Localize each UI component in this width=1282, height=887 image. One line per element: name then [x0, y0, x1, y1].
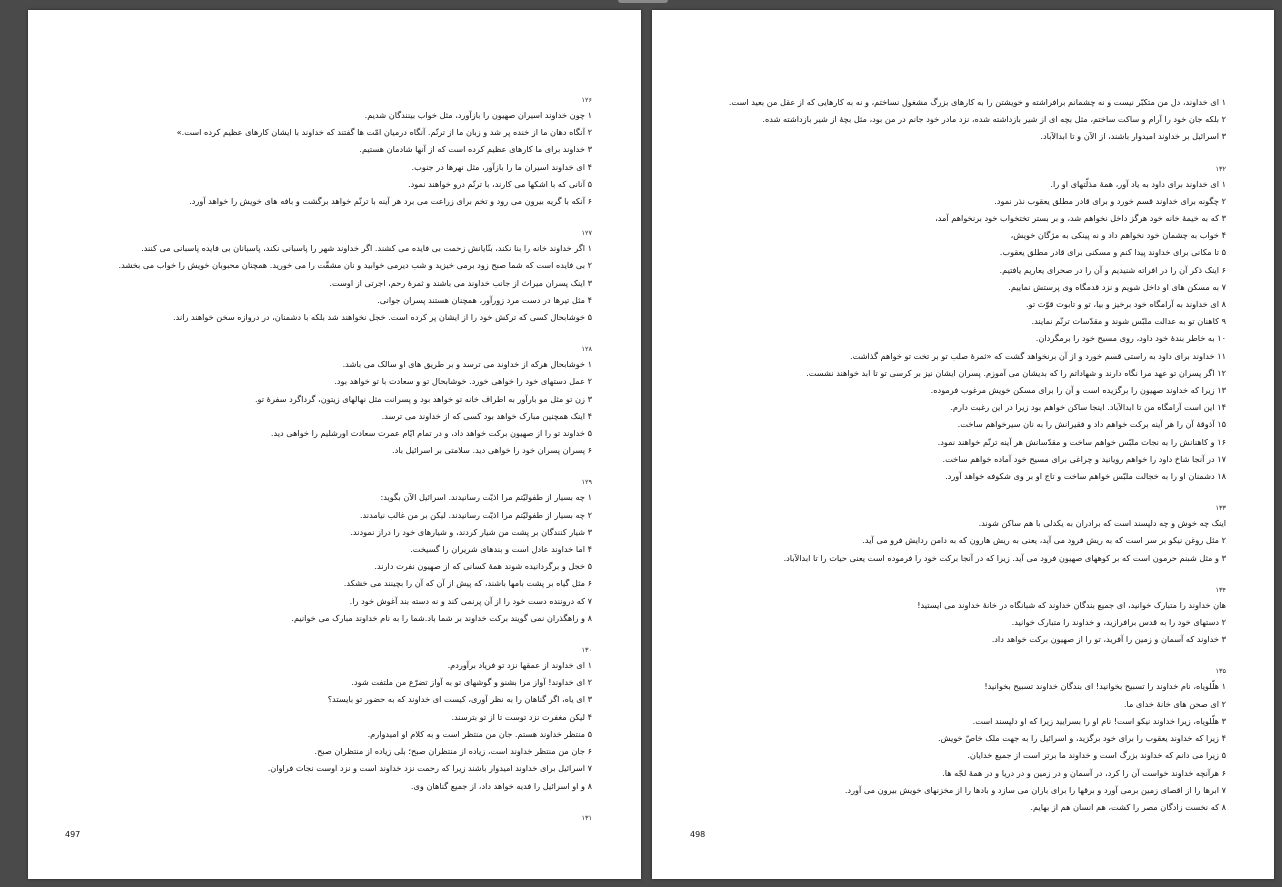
verse-line: ۸ و راهگذران نمی گویند برکت خداوند بر شما باد.شما را به نام خداوند مبارک می خوانیم.: [291, 612, 592, 623]
verse-line: ۸ و او اسرائیل را فدیه خواهد داد، از جمیع گناهان وی.: [410, 780, 592, 791]
verse-line: ۳ زن تو مثل مو بارآور به اطراف خانه تو خواهد بود و پسرانت مثل نهالهای زیتون، گرداگرد سفرهٔ تو.: [254, 393, 592, 404]
verse-line: ۵ منتظر خداوند هستم. جان من منتظر است و به کلام او امیدوارم.: [367, 728, 592, 739]
psalm-block: [58, 94, 592, 210]
verse-line: ۱ ای خداوند برای داود به یاد آور، همهٔ مذلّتهای او را.: [1050, 178, 1226, 189]
verse-line: ۳ خداوند برای ما کارهای عظیم کرده است که از آنها شادمان هستیم.: [359, 144, 592, 155]
verse-line: ۱۱ خداوند برای داود به راستی قسم خورد و از آن برنخواهد گشت که «ثمرهٔ صلب تو بر تخت تو خواهم گذاشت.: [850, 350, 1226, 361]
verse-line: ۳ و مثل شبنم حرمون است که بر کوههای صهیون فرود می آید. زیرا که در آنجا برکت خود را فرموده است یعنی حیات را تا ابدالآباد.: [783, 552, 1226, 563]
verse-line: ۴ زیرا که خداوند یعقوب را برای خود برگزید، و اسرائیل را به جهت ملک خاصّ خویش.: [938, 733, 1226, 744]
verse-line: ۳ شیار کنندگان بر پشت من شیار کردند، و شیارهای خود را دراز نمودند.: [350, 526, 592, 537]
verse-line: ۳ اینک پسران میراث از جانب خداوند می باشند و ثمرهٔ رحم، اجرتی از اوست.: [329, 277, 592, 288]
verse-line: ۱ ای خداوند از عمقها نزد تو فریاد برآوردم.: [447, 660, 592, 671]
verse-line: ۵ خوشابحال کسی که ترکش خود را از ایشان پر کرده است. خجل نخواهند شد بلکه با دشمنان، در دروازه سخن خواهند راند.: [173, 312, 592, 323]
verse-line: ۱۳ زیرا که خداوند صهیون را برگزیده است و آن را برای مسکن خویش مرغوب فرموده.: [930, 385, 1226, 396]
psalm-block: [58, 227, 592, 326]
verse-line: ۴ لیکن مغفرت نزد توست تا از تو بترسند.: [451, 711, 592, 722]
verse-line: ۳ که به خیمهٔ خانه خود هرگز داخل نخواهم شد، و بر بستر تختخواب خود برنخواهم آمد،: [935, 213, 1226, 224]
verse-line: ۳ هلّلویاه، زیرا خداوند نیکو است! نام او را بسرایید زیرا که او دلپسند است.: [972, 715, 1226, 726]
verse-line: ۲ عمل دستهای خود را خواهی خورد. خوشابحال تو و سعادت با تو خواهد بود.: [334, 376, 592, 387]
psalm-block: [58, 343, 592, 459]
document-page-right: [652, 10, 1274, 879]
page-number: 498: [690, 830, 706, 839]
verse-line: ۴ اینک همچنین مبارک خواهد بود کسی که از خداوند می ترسد.: [381, 410, 592, 421]
verse-line: ۱۰ به خاطر بندهٔ خود داود، روی مسیح خود را برمگردان.: [1035, 333, 1226, 344]
verse-line: ۲ آنگاه دهان ما از خنده پر شد و زبان ما از ترنّم. آنگاه درمیان امّت ها گفتند که خداوند با ایشان کارهای عظیم کرده است.»: [176, 127, 592, 138]
verse-line: ۷ اسرائیل برای خداوند امیدوار باشند زیرا که رحمت نزد خداوند است و نزد اوست نجات فراوان.: [267, 763, 592, 774]
verse-line: ۷ که دروننده دست خود را از آن پرنمی کند و نه دسته بند آغوش خود را.: [349, 595, 592, 606]
psalm-number: ۱۳۰: [581, 646, 592, 655]
verse-line: ۱ چون خداوند اسیران صهیون را بازآورد، مثل خواب بینندگان شدیم.: [364, 110, 592, 120]
page-number: 497: [65, 830, 81, 839]
verse-line: ۲ ای صحن های خانهٔ خدای ما.: [1123, 698, 1226, 709]
verse-line: ۲ بلکه جان خود را آرام و ساکت ساختم، مثل بچه ای از شیر بازداشته شده، نزد مادر خود جانم در من بود، مثل بچهٔ از شیر بازداشته شده.: [762, 114, 1226, 125]
page-text: [58, 94, 592, 842]
verse-line: ۵ خداوند تو را از صهیون برکت خواهد داد، و در تمام ایّام عمرت سعادت اورشلیم را خواهی دید.: [270, 428, 592, 439]
verse-line: ۲ ای خداوند! آواز مرا بشنو و گوشهای تو به آواز تضرّع من ملتفت شود.: [351, 677, 592, 688]
verse-line: ۵ تا مکانی برای خداوند پیدا کنم و مسکنی برای قادر مطلق یعقوب.: [999, 247, 1226, 258]
psalm-number: ۱۲۸: [581, 345, 592, 354]
document-page-left: [28, 10, 641, 879]
verse-line: ۵ زیرا می دانم که خداوند بزرگ است و خداوند ما برتر است از جمیع خدایان.: [967, 750, 1226, 761]
verse-line: ۸ ای خداوند به آرامگاه خود برخیز و بیا، تو و تابوت قوّت تو.: [1026, 299, 1226, 310]
verse-line: ۲ مثل روغن نیکو بر سر است که به ریش فرود می آید، یعنی به ریش هارون که به دامن ردایش فرو می آید.: [862, 535, 1226, 546]
verse-line: ۷ به مسکن های او داخل شویم و نزد قدمگاه وی پرستش نماییم.: [1008, 281, 1226, 292]
verse-line: ۳ خداوند که آسمان و زمین را آفرید، تو را از صهیون برکت خواهد داد.: [991, 634, 1226, 645]
psalm-number: ۱۲۷: [581, 229, 592, 238]
verse-line: ۶ جان من منتظر خداوند است، زیاده از منتظران صبح؛ بلی زیاده از منتظران صبح.: [314, 746, 592, 757]
verse-line: ۱ اگر خداوند خانه را بنا نکند، بنّایانش زحمت بی فایده می کشند. اگر خداوند شهر را پاسبانی نکند، پاسبانان بی فایده پاسبانی می کنند.: [141, 243, 592, 254]
verse-line: ۱۵ آذوقهٔ آن را هر آینه برکت خواهم داد و فقیرانش را به نان سیرخواهم ساخت.: [957, 419, 1226, 430]
page-text: [682, 94, 1226, 833]
verse-line: ۶ آنکه با گریه بیرون می رود و تخم برای زراعت می برد هر آینه با ترنّم خواهد برگشت و بافه های خویش را خواهد آورد.: [189, 196, 592, 207]
psalm-block: [682, 94, 1226, 146]
psalm-block: [682, 163, 1226, 486]
psalm-number: ۱۳۳: [1215, 504, 1226, 513]
verse-line: ۴ مثل تیرها در دست مرد زورآور، همچنان هستند پسران جوانی.: [377, 294, 592, 305]
verse-line: ۴ اما خداوند عادل است و بندهای شریران را گسیخت.: [410, 544, 592, 555]
verse-line: ۳ ای یاه، اگر گناهان را به نظر آوری، کیست ای خداوند که به حضور تو بایستد؟: [327, 694, 592, 705]
psalm-number: ۱۳۴: [1215, 585, 1226, 594]
verse-line: ۴ خواب به چشمان خود نخواهم داد و نه پینکی به مژگان خویش،: [1010, 230, 1226, 241]
verse-line: ۶ اینک ذکر آن را در افراته شنیدیم و آن را در صحرای یعاریم یافتیم.: [999, 264, 1226, 275]
verse-line: ۵ آنانی که با اشکها می کارند، با ترنّم درو خواهند نمود.: [408, 178, 592, 189]
psalm-number: ۱۲۶: [581, 96, 592, 104]
verse-line: ۶ هرآنچه خداوند خواست آن را کرد، در آسمان و در زمین و در دریا و در همهٔ لجّه ها.: [942, 767, 1226, 778]
verse-line: ۳ اسرائیل بر خداوند امیدوار باشند، از الآن و تا ابدالآباد.: [1040, 131, 1226, 142]
verse-line: ۴ ای خداوند اسیران ما را بازآور، مثل نهرها در جنوب.: [411, 161, 592, 172]
verse-line: ۱۴ این است آرامگاه من تا ابدالآباد. اینجا ساکن خواهم بود زیرا در این رغبت دارم.: [950, 402, 1226, 413]
verse-line: ۶ مثل گیاه بر پشت بامها باشند، که پیش از آن که آن را بچینند می خشکد.: [343, 578, 592, 589]
verse-line: ۱۶ و کاهنانش را به نجات ملبّس خواهم ساخت و مقدّسانش هر آینه ترنّم خواهند نمود.: [937, 436, 1226, 447]
verse-line: ۹ کاهنان تو به عدالت ملبّس شوند و مقدّسات ترنّم نمایند.: [1031, 316, 1226, 327]
verse-line: ۲ چه بسیار از طفولیّتم مرا اذیّت رسانیدند. لیکن بر من غالب نیامدند.: [359, 509, 592, 520]
psalm-number: ۱۳۵: [1215, 667, 1226, 676]
verse-line: ۱۷ در آنجا شاخ داود را خواهم رویانید و چراغی برای مسیح خود آماده خواهم ساخت.: [942, 453, 1226, 464]
psalm-block: [58, 644, 592, 795]
psalm-block: [682, 502, 1226, 567]
verse-line: ۶ پسران پسران خود را خواهی دید. سلامتی بر اسرائیل باد.: [391, 445, 592, 456]
verse-line: ۸ که نخست زادگان مصر را کشت، هم انسان هم از بهایم.: [1030, 801, 1226, 812]
verse-line: ۲ بی فایده است که شما صبح زود برمی خیزید و شب دیرمی خوابید و نان مشقّت را می خورید. همچنان محبوبان خویش را خواب می بخشد.: [118, 260, 592, 271]
psalm-block: [58, 476, 592, 627]
verse-line: ۱ خوشابحال هرکه از خداوند می ترسد و بر طریق های او سالک می باشد.: [342, 359, 592, 370]
verse-line: ۲ چگونه برای خداوند قسم خورد و برای قادر مطلق یعقوب نذر نمود.: [994, 195, 1226, 206]
verse-line: اینک چه خوش و چه دلپسند است که برادران به یکدلی با هم ساکن شوند.: [978, 518, 1226, 529]
verse-line: ۵ خجل و برگردانیده شوند همهٔ کسانی که از صهیون نفرت دارند.: [374, 561, 592, 572]
psalm-number: ۱۳۲: [1215, 164, 1226, 173]
verse-line: هان خداوند را متبارک خوانید، ای جمیع بندگان خداوند که شبانگاه در خانهٔ خداوند می ایستید!: [917, 599, 1226, 610]
psalm-block: [58, 812, 592, 825]
psalm-block: [682, 584, 1226, 649]
verse-line: ۱۸ دشمنان او را به خجالت ملبّس خواهم ساخت و تاج او بر وی شکوفه خواهد آورد.: [945, 471, 1226, 482]
psalm-number: ۱۳۱: [581, 813, 592, 822]
verse-line: ۱ هلّلویاه، نام خداوند را تسبیح بخوانید! ای بندگان خداوند تسبیح بخوانید!: [984, 681, 1226, 692]
psalm-block: [682, 665, 1226, 816]
verse-line: ۲ دستهای خود را به قدس برافرازید، و خداوند را متبارک خوانید.: [1011, 617, 1226, 628]
verse-line: ۱ ای خداوند، دل من متکبّر نیست و نه چشمانم برافراشته و خویشتن را به کارهای بزرگ مشغول نساختم، و نه به کارهایی که از عقل من بعید است.: [728, 97, 1226, 107]
verse-line: ۱ چه بسیار از طفولیّتم مرا اذیّت رسانیدند. اسرائیل الآن بگوید:: [380, 492, 592, 503]
verse-line: ۷ ابرها را از اقصای زمین برمی آورد و برقها را برای باران می سازد و بادها را از مخزنهای خویش بیرون می آورد.: [844, 784, 1226, 795]
verse-line: ۱۲ اگر پسران تو عهد مرا نگاه دارند و شهاداتم را که بدیشان می آموزم. پسران ایشان نیز بر کرسی تو تا ابد خواهند نشست.: [806, 367, 1226, 378]
viewer-top-handle[interactable]: [618, 0, 668, 3]
psalm-number: ۱۲۹: [581, 478, 592, 487]
